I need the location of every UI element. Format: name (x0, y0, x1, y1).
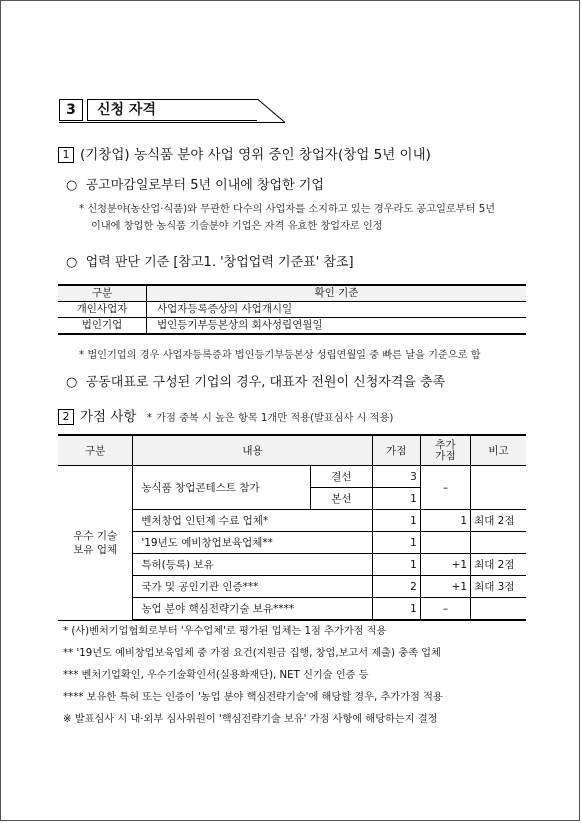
cell-criteria: 사업자등록증상의 사업개시일 (147, 302, 527, 318)
cell-content: 농업 분야 핵심전략기술 보유**** (133, 598, 372, 621)
section-header (59, 97, 285, 123)
footnote-1: * (사)벤처기업협회로부터 '우수업체'로 평가된 업체는 1점 추가가점 적용 (63, 626, 387, 637)
item2-heading-row (58, 405, 393, 425)
table-row (58, 318, 526, 335)
circle-bullet-icon: ○ (66, 178, 78, 193)
asterisk-icon: * (146, 413, 152, 424)
item2-number: 2 (58, 409, 74, 425)
cell-remarks: 최대 3점 (471, 576, 526, 598)
item2-heading-note: 가점 중복 시 높은 항목 1개만 적용(발표심사 시 적용) (156, 413, 394, 424)
cell-remarks (471, 532, 526, 554)
cell-criteria: 법인등기부등본상의 회사성립연월일 (147, 318, 527, 335)
cell-contest-extra: – (420, 466, 470, 510)
header-remarks: 비고 (471, 435, 526, 466)
footnote-3: *** 벤처기업확인, 우수기술확인서(실용화재단), NET 신기술 인증 등 (63, 670, 369, 681)
table-header-row (58, 285, 526, 302)
table-row (58, 466, 526, 488)
item1-bullet2: 업력 판단 기준 [참고1. '창업업력 기준표' 참조] (85, 255, 354, 270)
header-content: 내용 (133, 435, 372, 466)
asterisk-icon: * (79, 204, 85, 215)
header-category: 구분 (58, 285, 147, 302)
section-number: 3 (59, 99, 83, 121)
item1-note1-line2: 이내에 창업한 농식품 기술분야 기업은 자격 유효한 창업자로 인정 (91, 221, 383, 232)
header-points: 가점 (372, 435, 420, 466)
cell-extra: 1 (420, 510, 470, 532)
cell-remarks (471, 598, 526, 621)
table-row (58, 302, 526, 318)
cell-points: 2 (372, 576, 420, 598)
cell-category: 개인사업자 (58, 302, 147, 318)
item2-heading: 가점 사항 (80, 409, 137, 425)
cell-content: '19년도 예비창업보육업체** (133, 532, 372, 554)
cell-content: 특허(등록) 보유 (133, 554, 372, 576)
business-age-table (58, 284, 526, 335)
cell-contest-content: 농식품 창업콘테스트 참가 (133, 466, 311, 510)
item1-heading-row (58, 143, 431, 163)
section-title: 신청 자격 (97, 102, 156, 118)
cell-content: 벤처창업 인턴제 수료 업체* (133, 510, 372, 532)
cell-contest-remarks (471, 466, 526, 510)
item1-note2-row (79, 346, 481, 361)
table-header-row (58, 435, 526, 466)
cell-points: 1 (372, 510, 420, 532)
bonus-points-table (58, 434, 526, 621)
item1-note1-line1-row (79, 200, 495, 215)
item1-bullet1: 공고마감일로부터 5년 이내에 창업한 기업 (85, 178, 324, 193)
item1-note1-line1: 신청분야(농산업·식품)와 무관한 다수의 사업자를 소지하고 있는 경우라도 공고일로부터 5년 (87, 204, 496, 215)
cell-points: 1 (372, 598, 420, 621)
footnote-5: ※ 발표심사 시 내·외부 심사위원이 '핵심전략기술 보유' 가점 사항에 해당하는지 결정 (63, 714, 438, 725)
cell-extra: – (420, 598, 470, 621)
cell-contest-sub2-points: 1 (372, 488, 420, 510)
item1-bullet3-row (66, 371, 445, 390)
cell-contest-sub1-points: 3 (372, 466, 420, 488)
circle-bullet-icon: ○ (66, 375, 78, 390)
header-extra-points: 추가 가점 (420, 435, 470, 466)
circle-bullet-icon: ○ (66, 255, 78, 270)
header-criteria: 확인 기준 (147, 285, 527, 302)
item1-bullet2-row (66, 251, 354, 270)
item1-bullet1-row (66, 174, 324, 193)
footnote-2: ** '19년도 예비창업보육업체 중 가점 요건(지원금 집행, 창업,보고서 제출) 충족 업체 (63, 648, 441, 659)
cell-extra: +1 (420, 554, 470, 576)
cell-extra (420, 532, 470, 554)
cell-points: 1 (372, 554, 420, 576)
cell-contest-sub2: 본선 (310, 488, 372, 510)
header-category: 구분 (58, 435, 133, 466)
item1-note2: 법인기업의 경우 사업자등록증과 법인등기부등본상 성립연월일 중 빠른 날을 기준으로 함 (87, 350, 481, 361)
cell-category: 우수 기술 보유 업체 (58, 466, 133, 621)
footnote-4: **** 보유한 특허 또는 인증이 '농업 분야 핵심전략기술'에 해당할 경우, 추가가점 적용 (63, 692, 443, 703)
item1-bullet3: 공동대표로 구성된 기업의 경우, 대표자 전원이 신청자격을 충족 (85, 375, 446, 390)
item1-number: 1 (58, 147, 74, 163)
section-header-diagonal (255, 97, 287, 123)
cell-contest-sub1: 결선 (310, 466, 372, 488)
cell-content: 국가 및 공인기관 인증*** (133, 576, 372, 598)
section-underline (59, 122, 285, 123)
cell-extra: +1 (420, 576, 470, 598)
asterisk-icon: * (79, 350, 85, 361)
cell-remarks: 최대 2점 (471, 510, 526, 532)
cell-remarks: 최대 2점 (471, 554, 526, 576)
cell-category: 법인기업 (58, 318, 147, 335)
cell-points: 1 (372, 532, 420, 554)
item1-heading: (기창업) 농식품 분야 사업 영위 중인 창업자(창업 5년 이내) (80, 147, 431, 163)
